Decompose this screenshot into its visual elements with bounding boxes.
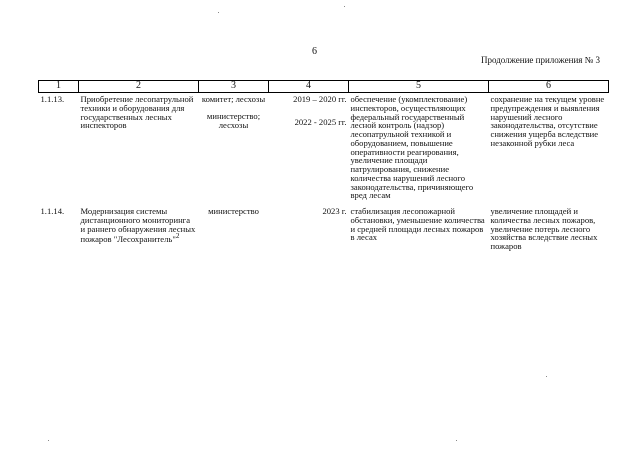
executor: министерство; лесхозы — [206, 110, 261, 130]
column-header: 4 — [269, 81, 349, 93]
appendix-note: Продолжение приложения № 3 — [480, 55, 600, 65]
consequence: увеличение площадей и количества лесных пожаров, увеличение потерь лесного хозяйства вследствие лесных пожаров — [490, 206, 598, 252]
executor: министерство — [208, 206, 259, 217]
page-number: 6 — [312, 46, 317, 57]
scan-speck — [344, 6, 345, 7]
column-header: 6 — [489, 81, 609, 93]
period: 2019 – 2020 гг. — [293, 94, 347, 104]
period: 2023 г. — [322, 206, 347, 217]
scan-speck — [456, 440, 457, 441]
scan-speck — [48, 440, 49, 441]
column-header: 2 — [79, 81, 199, 93]
table-row — [39, 205, 609, 251]
expected-result: стабилизация лесопожарной обстановки, уменьшение количества и средней площади лесных пожаров в лесах — [350, 206, 485, 243]
period: 2022 - 2025 гг. — [294, 116, 347, 127]
executor-cell — [199, 93, 269, 201]
header-row — [39, 81, 609, 93]
period-cell — [269, 93, 349, 201]
consequence: сохранение на текущем уровне предупреждения и выявления нарушений лесного законодательства, отсутствие снижения ущерба вследствие незаконной рубки леса — [490, 94, 605, 148]
column-header: 1 — [39, 81, 79, 93]
measure-name-cell — [79, 205, 199, 251]
column-header: 3 — [199, 81, 269, 93]
executor: комитет; лесхозы — [201, 94, 266, 104]
scan-speck — [218, 12, 219, 13]
item-number: 1.1.14. — [40, 206, 65, 217]
footnote-mark: 2 — [175, 232, 180, 241]
measures-table — [38, 80, 609, 251]
table-row — [39, 93, 609, 201]
expected-result: обеспечение (укомплектование) инспекторов, осуществляющих федеральный государственный лесной контроль (надзор) лесопатрульной техникой и оборудованием, повышение оперативности реагирования, увеличение площади патрулирования, снижение количества нарушений лесного законодательства, причиняющего вред лесам — [350, 94, 474, 201]
scan-speck — [546, 376, 547, 377]
measure-name: Приобретение лесопатрульной техники и оборудования для государственных лесных инспекторов — [80, 94, 194, 131]
column-header: 5 — [349, 81, 489, 93]
item-number: 1.1.13. — [40, 94, 65, 104]
measure-name: Модернизация системы дистанционного мониторинга и раннего обнаружения лесных пожаров "Лесохранитель" — [80, 206, 196, 245]
